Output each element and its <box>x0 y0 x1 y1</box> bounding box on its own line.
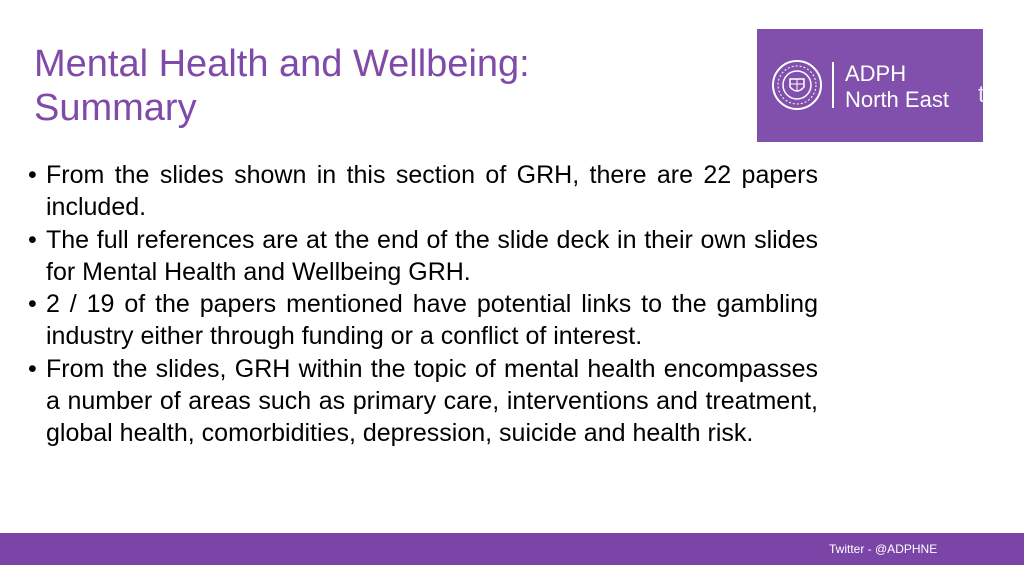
logo-line-2: North East <box>845 87 949 112</box>
bullet-item: • 2 / 19 of the papers mentioned have potential links to the gambling industry either through funding or a conflict of interest. <box>28 288 818 353</box>
logo-text <box>845 61 949 113</box>
bullet-item: • The full references are at the end of the slide deck in their own slides for Mental Health and Wellbeing GRH. <box>28 224 818 289</box>
bullet-item: • From the slides, GRH within the topic of mental health encompasses a number of areas such as primary care, interventions and treatment, global health, comorbidities, depression, suicide and health risk. <box>28 353 818 450</box>
seal-icon <box>771 59 823 111</box>
bullet-item: • From the slides shown in this section of GRH, there are 22 papers included. <box>28 159 818 224</box>
slide-title-line-1: Mental Health and Wellbeing: <box>34 43 530 85</box>
adph-logo <box>757 29 983 142</box>
logo-divider <box>832 62 834 108</box>
summary-bullet-list <box>28 159 818 450</box>
twitter-handle: Twitter - @ADPHNE <box>829 542 938 556</box>
slide-title-line-2: Summary <box>34 87 197 129</box>
footer-bar <box>0 533 1024 565</box>
logo-line-1: ADPH <box>845 61 907 86</box>
slide-title <box>34 42 674 130</box>
logo-ghost-text: t <box>978 81 985 108</box>
